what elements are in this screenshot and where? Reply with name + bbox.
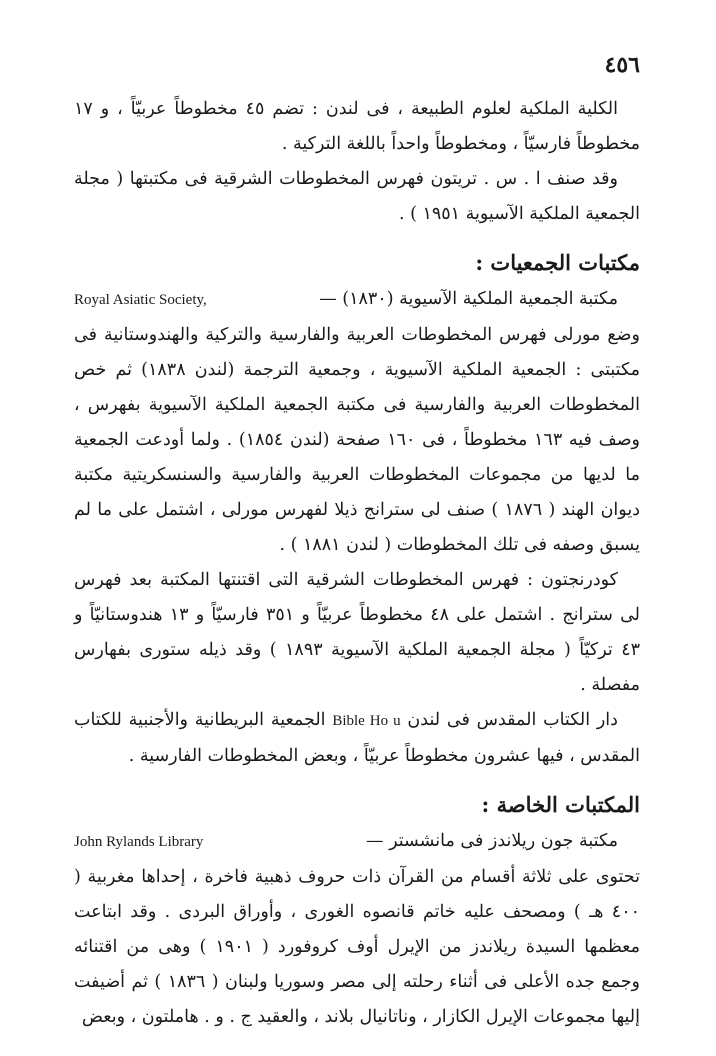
entry-body-bible-house [74,703,640,774]
page-number: ٤٥٦ [604,52,640,78]
bible-house-latin: Bible Ho u [332,713,401,729]
entry-title-latin: Royal Asiatic Society, [74,292,207,308]
spacer [74,232,640,244]
bible-house-post: الجمعية البريطانية والأجنبية للكتاب المقدس ، فيها عشرون مخطوطاً عربيّاً ، وبعض المخطوطات الفارسية . [74,710,640,766]
section-heading-societies: مكتبات الجمعيات : [475,250,640,275]
spacer [74,774,640,786]
entry-body-john-rylands: تحتوى على ثلاثة أقسام من القرآن ذات حروف ذهبية فاخرة ، إحداها مغربية ( ٤٠٠ هـ ) ومصحف عليه خاتم قانصوه الغورى ، وأوراق البردى . وقد ابتاعت معظمها السيدة ريلاندز من الإيرل أوف كروفورد ( ١٩٠١ ) وهى من اقتنائه وجمع جده الأعلى فى أثناء رحلته إلى مصر وسوريا ولبنان ( ١٨٣٦ ) ثم أضيفت إليها مجموعات الإيرل الكازار ، وناتانيال بلاند ، والعقيد ج . و . هاملتون ، وبعض [74,867,640,1027]
entry-title-john-rylands [74,824,640,860]
entry-title-royal-asiatic [74,282,640,318]
intro-paragraph-1: الكلية الملكية لعلوم الطبيعة ، فى لندن : تضم ٤٥ مخطوطاً عربيّاً ، و ١٧ مخطوطاً فارسيّاً ، ومخطوطاً واحداً باللغة التركية . [74,99,640,154]
entry-title-latin: John Rylands Library [74,834,204,850]
page-body [74,92,640,1035]
section-heading-private: المكتبات الخاصة : [481,792,640,817]
bible-house-pre: دار الكتاب المقدس فى لندن [407,710,618,730]
entry-body-royal-asiatic: وضع مورلى فهرس المخطوطات العربية والفارسية والتركية والهندوستانية فى مكتبتى : الجمعية الملكية الآسيوية ، وجمعية الترجمة (لندن ١٨٣٨) ثم خص المخطوطات العربية والفارسية فى مكتبة الجمعية الملكية الآسيوية بفهرس ، وصف فيه ١٦٣ مخطوطاً ، فى ١٦٠ صفحة (لندن ١٨٥٤) . ولما أودعت الجمعية ما لديها من مجموعات المخطوطات العربية والفارسية والسنسكريتية مكتبة ديوان الهند ( ١٨٧٦ ) صنف لى سترانج ذيلا لفهرس مورلى ، اشتمل على ما لم يسبق وصفه فى تلك المخطوطات ( لندن ١٨٨١ ) . [74,325,641,555]
entry-title-arabic: مكتبة جون ريلاندز فى مانشستر — [366,831,618,851]
entry-title-arabic: مكتبة الجمعية الملكية الآسيوية (١٨٣٠) — [319,289,618,309]
intro-paragraph-2: وقد صنف ا . س . تريتون فهرس المخطوطات الشرقية فى مكتبتها ( مجلة الجمعية الملكية الآسيوية ١٩٥١ ) . [74,169,640,224]
entry-body-codrington: كودرنجتون : فهرس المخطوطات الشرقية التى اقتنتها المكتبة بعد فهرس لى سترانج . اشتمل على ٤٨ مخطوطاً عربيّاً و ٣٥١ فارسيّاً و ١٣ هندوستانيّاً و ٤٣ تركيّاً ( مجلة الجمعية الملكية الآسيوية ١٨٩٣ ) وقد ذيله ستورى بفهارس مفصلة . [74,570,641,695]
